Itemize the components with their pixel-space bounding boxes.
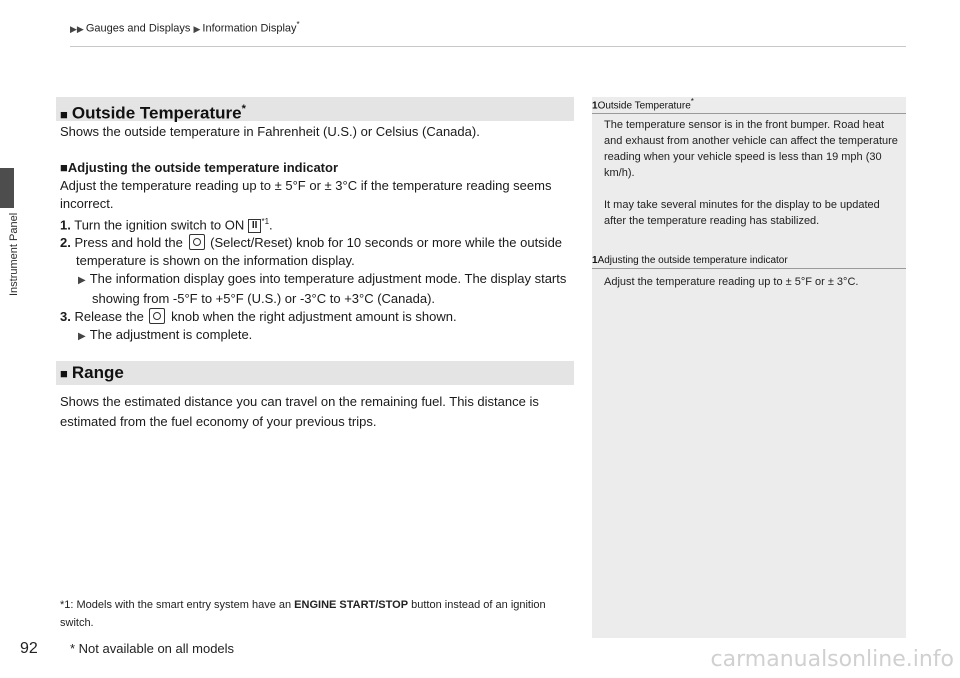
section-header-outside-temperature — [56, 97, 574, 121]
step-text-post: (Select/Reset) knob for 10 seconds or more while the outside temperature is shown on the information display. — [76, 235, 563, 269]
result-text: The information display goes into temperature adjustment mode. The display starts showing from -5°F to +5°F (U.S.) or -3°C to +3°C (Canada). — [89, 271, 567, 307]
footnote-suffix: button instead of an ignition switch. — [60, 599, 546, 629]
select-reset-knob-icon — [189, 234, 205, 250]
adjust-paragraph: Adjust the temperature reading up to ± 5°F or ± 3°C if the temperature reading seems incorrect. — [60, 178, 552, 211]
step-text-pre: Press and hold the — [74, 235, 183, 251]
result-text: The adjustment is complete. — [89, 327, 253, 343]
step-text-post: knob when the right adjustment amount is shown. — [171, 309, 457, 325]
section-header-range — [56, 361, 574, 385]
section-title: Range — [71, 363, 124, 382]
note-title-text: Adjusting the outside temperature indicator — [597, 255, 788, 266]
step-2 — [60, 234, 572, 270]
breadcrumb-arrow-icon: ▶▶ — [70, 23, 84, 34]
section-tab-marker — [0, 168, 14, 208]
watermark: carmanualsonline.info — [710, 647, 954, 672]
note-marker-icon: 1 — [592, 100, 598, 112]
square-bullet-icon: ■ — [60, 106, 68, 122]
step-number: 3. — [60, 309, 71, 325]
footnote-button-name: ENGINE START/STOP — [294, 599, 409, 611]
square-bullet-icon: ■ — [60, 366, 68, 381]
footnote — [60, 596, 574, 632]
step-text: Turn the ignition switch to ON — [74, 217, 245, 233]
step-number: 2. — [60, 235, 71, 251]
note-title-adjusting-indicator — [592, 255, 906, 269]
breadcrumb-item-gauges[interactable]: Gauges and Displays — [85, 22, 191, 35]
step-end: . — [269, 217, 273, 233]
note-paragraph: The temperature sensor is in the front bumper. Road heat and exhaust from another vehicle can affect the temperature reading when your vehicle speed is less than 19 mph (30 km/h). — [604, 119, 898, 179]
square-bullet-icon: ■ — [60, 160, 68, 175]
note-body-adjusting-indicator: Adjust the temperature reading up to ± 5°F or ± 3°C. — [604, 276, 859, 288]
note-title-outside-temperature — [592, 97, 906, 114]
note-asterisk: * — [690, 97, 694, 106]
ignition-on-key-icon: II — [248, 219, 262, 233]
outside-temp-content — [60, 123, 572, 346]
side-chapter-label: Instrument Panel — [8, 212, 20, 296]
step-text-pre: Release the — [74, 309, 144, 325]
page-number: 92 — [20, 640, 38, 657]
availability-note: * Not available on all models — [70, 641, 235, 656]
subheading — [60, 159, 572, 177]
range-paragraph: Shows the estimated distance you can travel on the remaining fuel. This distance is estimated from the fuel economy of your previous trips. — [60, 394, 539, 429]
header-divider — [70, 46, 906, 47]
step-3 — [60, 308, 572, 326]
note-body-outside-temperature — [604, 117, 900, 229]
note-paragraph: It may take several minutes for the display to be updated after the temperature reading has stabilized. — [604, 199, 880, 227]
breadcrumb — [70, 20, 300, 35]
result-arrow-icon: ▶ — [78, 331, 86, 343]
footnote-prefix: *1: Models with the smart entry system have an — [60, 599, 292, 611]
footnote-ref: *1 — [261, 217, 270, 226]
subheading-text: Adjusting the outside temperature indicator — [67, 160, 338, 175]
step-2-result — [60, 270, 572, 308]
breadcrumb-asterisk: * — [296, 20, 300, 29]
section-asterisk: * — [241, 103, 246, 115]
breadcrumb-arrow-icon: ▶ — [193, 23, 201, 34]
step-1 — [60, 213, 572, 234]
breadcrumb-item-information-display[interactable]: Information Display — [202, 22, 297, 35]
section-title: Outside Temperature — [71, 103, 242, 123]
step-3-result — [60, 326, 572, 346]
result-arrow-icon: ▶ — [78, 275, 86, 287]
note-marker-icon: 1 — [592, 255, 598, 266]
select-reset-knob-icon — [149, 308, 165, 324]
intro-paragraph: Shows the outside temperature in Fahrenheit (U.S.) or Celsius (Canada). — [60, 124, 480, 139]
step-number: 1. — [60, 217, 71, 233]
note-title-text: Outside Temperature — [597, 100, 691, 112]
